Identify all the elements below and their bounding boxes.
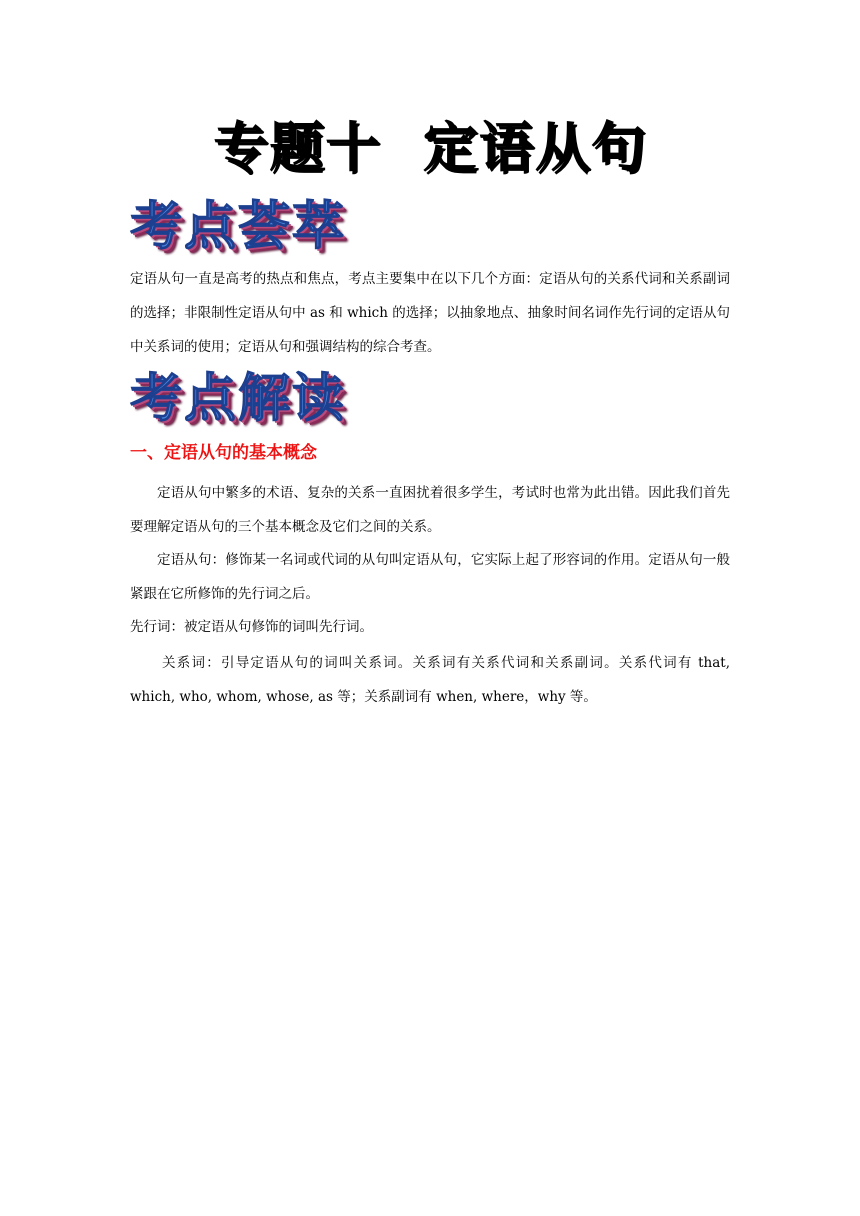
banner-key-points-explanation: 考点解读 bbox=[130, 369, 347, 429]
paragraph-antecedent-definition: 先行词：被定语从句修饰的词叫先行词。 bbox=[130, 619, 373, 635]
summary-paragraph: 定语从句一直是高考的热点和焦点，考点主要集中在以下几个方面：定语从句的关系代词和关系副词的选择；非限制性定语从句中 as 和 which 的选择；以抽象地点、抽象时间名词作先行词的定语从句中关系词的使用；定语从句和强调结构的综合考查。 bbox=[130, 271, 730, 355]
paragraph-attributive-clause-definition: 定语从句：修饰某一名词或代词的从句叫定语从句，它实际上起了形容词的作用。定语从句一般紧跟在它所修饰的先行词之后。 bbox=[130, 552, 730, 602]
banner-key-points-summary: 考点荟萃 bbox=[130, 197, 347, 257]
section-heading-basic-concepts: 一、定语从句的基本概念 bbox=[130, 443, 317, 463]
paragraph-relative-word-definition: 关系词：引导定语从句的词叫关系词。关系词有关系代词和关系副词。关系代词有 that, which, who, whom, whose, as 等；关系副词有 when, where，why 等。 bbox=[130, 655, 730, 705]
document-title: 专题十 定语从句 bbox=[213, 115, 647, 179]
paragraph-intro: 定语从句中繁多的术语、复杂的关系一直困扰着很多学生，考试时也常为此出错。因此我们首先要理解定语从句的三个基本概念及它们之间的关系。 bbox=[130, 485, 730, 535]
